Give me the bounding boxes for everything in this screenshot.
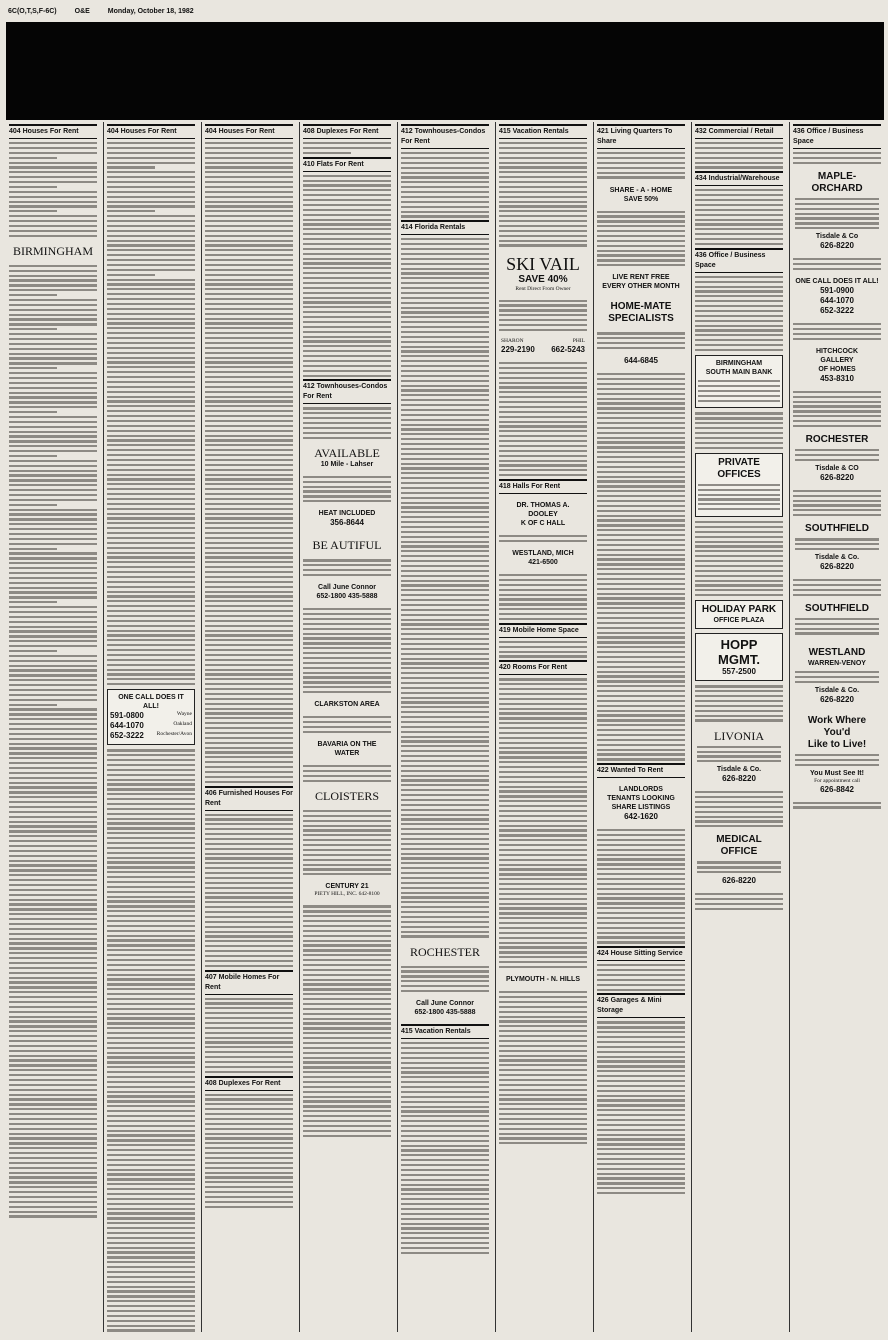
landlords-ad: LANDLORDS TENANTS LOOKING SHARE LISTINGS 642-1620 (607, 786, 675, 822)
ad-text-block (499, 991, 587, 1144)
cloisters-ad: CLOISTERS (314, 788, 379, 803)
ad-text-block (793, 323, 881, 340)
classified-columns (6, 122, 884, 1332)
ad-headline: BIRMINGHAM (12, 243, 93, 258)
bavaria-ad: BAVARIA ON THE WATER (317, 741, 377, 758)
section-heading: 408 Duplexes For Rent (205, 1076, 293, 1091)
ad-text-block (499, 300, 587, 331)
ad-text-block (499, 678, 587, 968)
ad-text-block (695, 685, 783, 721)
ski-vail-ad: SKI VAIL SAVE 40% Rent Direct From Owner (506, 253, 580, 292)
section-heading: 434 Industrial/Warehouse (695, 171, 783, 186)
section-heading: 415 Vacation Rentals (401, 1024, 489, 1039)
southfield-ad-2: SOUTHFIELD (793, 600, 881, 641)
ad-text-block (695, 791, 783, 827)
ad-text-block (303, 716, 391, 733)
column-7 (593, 122, 688, 1332)
available-ad: AVAILABLE 10 Mile - Lahser (314, 445, 380, 468)
ad-text-block (597, 1021, 685, 1194)
westland-ad: WESTLAND, MICH 421-6500 (512, 550, 574, 567)
ad-text-block (9, 265, 97, 1218)
section-heading: 410 Flats For Rent (303, 157, 391, 172)
ad-text-block (499, 574, 587, 620)
home-mate-ad: HOME-MATE SPECIALISTS (608, 301, 674, 325)
section-heading: 436 Office / Business Space (793, 124, 881, 149)
heat-included-ad: HEAT INCLUDED 356-8644 (318, 510, 376, 528)
rochester-ad: ROCHESTER (409, 944, 480, 959)
rochester-ad: ROCHESTER Tisdale & CO 626-8220 (793, 431, 881, 486)
ad-text-block (303, 608, 391, 693)
ad-text-block (303, 476, 391, 503)
section-heading: 404 Houses For Rent (107, 124, 195, 139)
ad-text-block (303, 175, 391, 377)
ad-text-block (695, 276, 783, 351)
section-heading: 404 Houses For Rent (9, 124, 97, 139)
section-heading: 412 Townhouses-Condos For Rent (401, 124, 489, 149)
ad-text-block (303, 905, 391, 1136)
section-heading: 407 Mobile Homes For Rent (205, 970, 293, 995)
redacted-banner (6, 22, 884, 120)
ad-text-block (597, 829, 685, 943)
ad-text-block (107, 749, 195, 1331)
ad-text-block (401, 152, 489, 218)
beautiful-ad: BE AUTIFUL (312, 538, 382, 553)
section-heading: 426 Garages & Mini Storage (597, 993, 685, 1018)
section-heading: 424 House Sitting Service (597, 946, 685, 961)
column-4 (299, 122, 394, 1332)
section-heading: 419 Mobile Home Space (499, 623, 587, 638)
section-name: O&E (74, 7, 90, 15)
ad-text-block (793, 152, 881, 164)
plymouth-ad: PLYMOUTH - N. HILLS (505, 976, 581, 984)
home-mate-phone: 644-6845 (624, 356, 658, 366)
ad-text-block (793, 391, 881, 427)
ad-text-block (499, 142, 587, 247)
column-6 (495, 122, 590, 1332)
ad-text-block (695, 142, 783, 169)
ad-text-block (205, 814, 293, 967)
ad-text-block (695, 521, 783, 596)
ad-text-block (597, 373, 685, 760)
share-a-home-ad: SHARE - A - HOME SAVE 50% (609, 186, 673, 203)
ad-text-block (793, 579, 881, 596)
page-header (8, 4, 880, 18)
section-heading: 421 Living Quarters To Share (597, 124, 685, 149)
ad-text-block (303, 407, 391, 438)
ad-text-block (695, 412, 783, 448)
private-offices-ad: PRIVATE OFFICES (695, 453, 783, 517)
ad-text-block (695, 189, 783, 245)
south-main-bank-ad: BIRMINGHAM SOUTH MAIN BANK (695, 355, 783, 408)
ad-text-block (793, 802, 881, 809)
ad-text-block (205, 142, 293, 783)
clarkston-ad: CLARKSTON AREA (314, 701, 380, 709)
southfield-ad: SOUTHFIELD Tisdale & Co. 626-8220 (793, 520, 881, 575)
section-heading: 420 Rooms For Rent (499, 660, 587, 675)
ad-text-block (205, 998, 293, 1073)
june-connor-ad: Call June Connor 652-1800 435-5888 (316, 584, 378, 601)
column-2 (103, 122, 198, 1332)
column-1 (6, 122, 100, 1332)
hopp-mgmt-ad: HOPP MGMT. 557-2500 (695, 633, 783, 681)
ad-text-block (695, 893, 783, 910)
column-8 (691, 122, 786, 1332)
column-5 (397, 122, 492, 1332)
ad-text-block (597, 211, 685, 267)
ad-text-block (401, 238, 489, 937)
work-where-ad: Work Where You'd Like to Live! You Must See It! For appointment call 626-8842 (793, 712, 881, 798)
birmingham-ad (9, 241, 97, 261)
ad-text-block (303, 765, 391, 782)
ad-text-block (303, 559, 391, 576)
ad-text-block (499, 362, 587, 476)
one-call-ad: ONE CALL DOES IT ALL! 591-0900 644-1070 652-3222 (795, 278, 879, 315)
section-heading: 436 Office / Business Space (695, 248, 783, 273)
section-heading: 415 Vacation Rentals (499, 124, 587, 139)
ad-text-block (401, 1042, 489, 1254)
page-code: 6C(O,T,S,F-6C) (8, 7, 57, 15)
section-heading: 408 Duplexes For Rent (303, 124, 391, 139)
ad-text-block (107, 142, 195, 685)
june-connor-ad: Call June Connor 652-1800 435-5888 (414, 1000, 476, 1017)
section-heading: 414 Florida Rentals (401, 220, 489, 235)
sharon-phil-ad: SHARON PHIL 229-2190 662-5243 (501, 338, 585, 354)
page-date: Monday, October 18, 1982 (107, 7, 194, 15)
dooley-hall-ad: DR. THOMAS A. DOOLEY K OF C HALL (516, 502, 570, 527)
ad-text-block (205, 1094, 293, 1208)
westland-ad: WESTLAND WARREN-VENOY Tisdale & Co. 626-8220 (793, 644, 881, 708)
section-heading: 404 Houses For Rent (205, 124, 293, 139)
ad-text-block (499, 641, 587, 658)
ad-text-block (597, 964, 685, 991)
ad-text-block (303, 142, 391, 154)
column-9 (789, 122, 884, 1332)
ad-text-block (597, 152, 685, 179)
century21-ad: CENTURY 21 PIETY HILL, INC. 642-8100 (314, 883, 380, 898)
hitchcock-gallery-ad: HITCHCOCK GALLERY OF HOMES 453-8310 (816, 347, 858, 383)
ad-text-block (793, 490, 881, 517)
column-3 (201, 122, 296, 1332)
one-call-ad: ONE CALL DOES IT ALL! 591-0800 Wayne 644-1070 Oakland 652-3222 Rochester/Avon (107, 689, 195, 745)
ad-text-block (9, 142, 97, 237)
live-rent-free-ad: LIVE RENT FREE EVERY OTHER MONTH (602, 274, 680, 291)
ad-text-block (303, 810, 391, 876)
medical-office-ad: MEDICAL OFFICE 626-8220 (695, 831, 783, 889)
section-heading: 418 Halls For Rent (499, 479, 587, 494)
section-heading: 406 Furnished Houses For Rent (205, 786, 293, 811)
section-heading: 412 Townhouses-Condos For Rent (303, 379, 391, 404)
section-heading: 422 Wanted To Rent (597, 763, 685, 778)
maple-orchard-ad: MAPLE-ORCHARD Tisdale & Co 626-8220 (793, 168, 881, 254)
ad-text-block (499, 535, 587, 542)
ad-text-block (793, 258, 881, 270)
holiday-park-ad: HOLIDAY PARK OFFICE PLAZA (695, 600, 783, 629)
ad-text-block (597, 332, 685, 349)
section-heading: 432 Commercial / Retail (695, 124, 783, 139)
ad-text-block (401, 966, 489, 993)
livonia-ad: LIVONIA Tisdale & Co. 626-8220 (695, 726, 783, 788)
